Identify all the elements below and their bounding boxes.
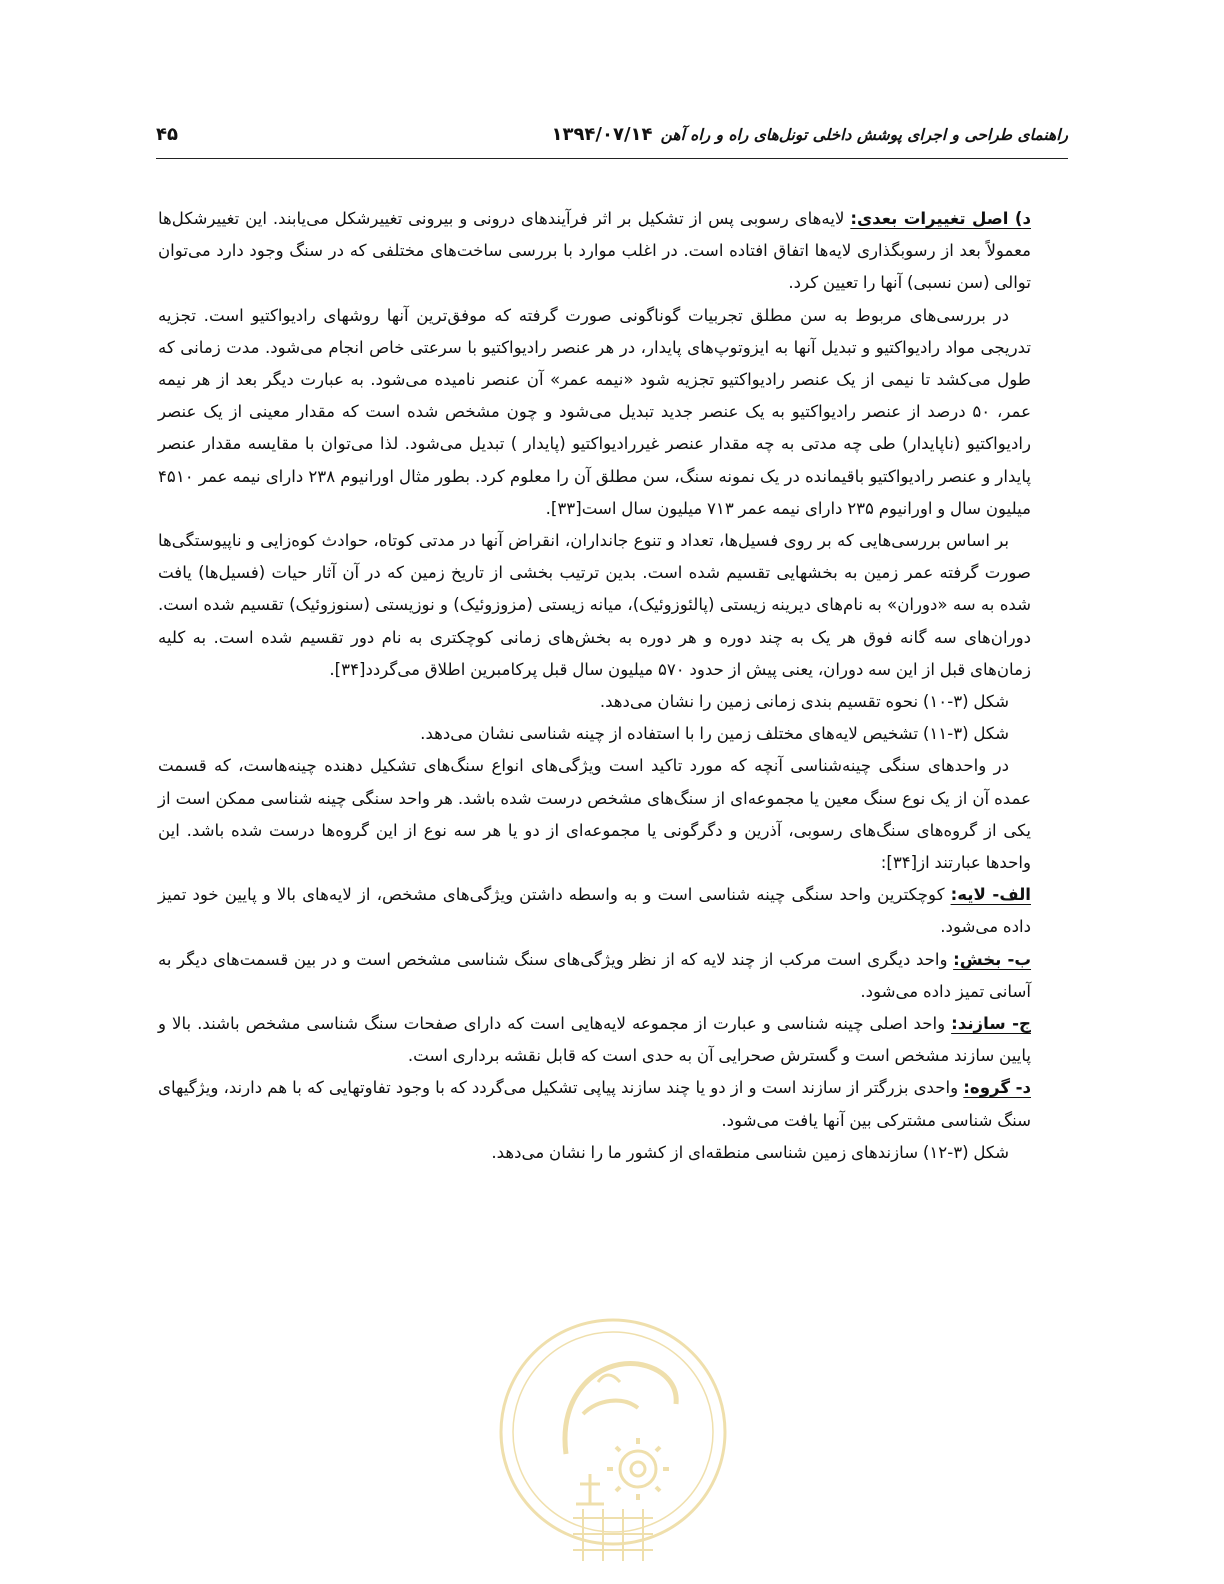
- page-number: ۴۵: [156, 124, 178, 145]
- item-heading: ج- سازند:: [951, 1014, 1031, 1034]
- header-divider: [156, 158, 1068, 159]
- body-text: [158, 203, 1031, 1169]
- paragraph-heading: د) اصل تغییرات بعدی:: [850, 209, 1031, 228]
- item-text: واحدی بزرگتر از سازند است و از دو یا چند سازند پیاپی تشکیل می‌گردد که با وجود تفاوتهایی که با هم دارند، ویژگیهای سنگ شناسی مشترکی بین آنها یافت می‌شود.: [158, 1078, 1031, 1130]
- paragraph-text: لایه‌های رسوبی پس از تشکیل بر اثر فرآیندهای درونی و بیرونی تغییرشکل می‌یابند. این تغییرشکل‌ها معمولاً بعد از رسوبگذاری لایه‌ها اتفاق افتاده است. در اغلب موارد با بررسی ساخت‌های مختلفی که در سنگ وجود دارد می‌توان توالی (سن نسبی) آنها را تعیین کرد.: [158, 209, 1031, 293]
- paragraph-subsequent-changes: [158, 203, 1031, 300]
- list-item-group: [158, 1072, 1031, 1136]
- list-item-formation: [158, 1008, 1031, 1072]
- page-header: [156, 118, 1068, 152]
- item-text: واحد دیگری است مرکب از چند لایه که از نظر ویژگی‌های سنگ شناسی مشخص است و در بین قسمت‌های دیگر به آسانی تمیز داده می‌شود.: [158, 949, 1031, 1001]
- institutional-seal-icon: [488, 1304, 738, 1584]
- list-item-member: [158, 944, 1031, 1008]
- figure-reference-3-12: شکل (۳-۱۲) سازندهای زمین شناسی منطقه‌ای از کشور ما را نشان می‌دهد.: [491, 1142, 1009, 1162]
- figure-reference-3-10: شکل (۳-۱۰) نحوه تقسیم بندی زمانی زمین را نشان می‌دهد.: [599, 692, 1009, 712]
- item-text: کوچکترین واحد سنگی چینه شناسی است و به واسطه داشتن ویژگی‌های مشخص، از لایه‌های بالا و پایین خود تمیز داده می‌شود.: [158, 885, 1031, 937]
- item-heading: ب- بخش:: [953, 949, 1032, 969]
- item-heading: د- گروه:: [963, 1078, 1031, 1098]
- list-item-layer: [158, 879, 1031, 943]
- figure-reference-3-11: شکل (۳-۱۱) تشخیص لایه‌های مختلف زمین را با استفاده از چینه شناسی نشان می‌دهد.: [420, 724, 1009, 744]
- item-heading: الف- لایه:: [950, 885, 1031, 905]
- header-title: راهنمای طراحی و اجرای پوشش داخلی تونل‌های راه و راه آهن: [660, 126, 1068, 144]
- paragraph-absolute-age: در بررسی‌های مربوط به سن مطلق تجربیات گوناگونی صورت گرفته که موفق‌ترین آنها روشهای رادیواکتیو است. تجزیه تدریجی مواد رادیواکتیو و تبدیل آنها به ایزوتوپ‌های پایدار، در هر عنصر رادیواکتیو با سرعتی خاص انجام می‌شود. مدت زمانی که طول می‌کشد تا نیمی از یک عنصر رادیواکتیو تجزیه شود «نیمه عمر» آن عنصر نامیده می‌شود. به عبارت دیگر بعد از هر نیمه عمر، ۵۰ درصد از عنصر رادیواکتیو به یک عنصر جدید تبدیل می‌شود و چون مشخص شده است که مقدار معینی از یک عنصر رادیواکتیو (ناپایدار) طی چه مدتی به چه مقدار عنصر غیررادیواکتیو (پایدار ) تبدیل می‌شود. لذا می‌توان با مقایسه مقدار عنصر پایدار و عنصر رادیواکتیو باقیمانده در یک نمونه سنگ، سن مطلق آن را معلوم کرد. بطور مثال اورانیوم ۲۳۸ دارای نیمه عمر ۴۵۱۰ میلیون سال و اورانیوم ۲۳۵ دارای نیمه عمر ۷۱۳ میلیون سال است[۳۳].: [158, 305, 1031, 518]
- paragraph-geologic-eras: بر اساس بررسی‌هایی که بر روی فسیل‌ها، تعداد و تنوع جانداران، انقراض آنها در مدتی کوتاه، حوادث کوه‌زایی و ناپیوستگی‌ها صورت گرفته عمر زمین به بخشهایی تقسیم شده است. بدین ترتیب بخشی از تاریخ زمین که در آن آثار حیات (فسیل‌ها) یافت شده به سه «دوران» به نام‌های دیرینه زیستی (پالئوزوئیک)، میانه زیستی (مزوزوئیک) و نوزیستی (سنوزوئیک) تقسیم شده است. دوران‌های سه گانه فوق هر یک به چند دوره و هر دوره به بخش‌های زمانی کوچکتری به نام دور تقسیم شده است. به کلیه زمان‌های قبل از این سه دوران، یعنی پیش از حدود ۵۷۰ میلیون سال قبل پرکامبرین اطلاق می‌گردد[۳۴].: [158, 531, 1031, 679]
- header-date: ۱۳۹۴/۰۷/۱۴: [551, 124, 653, 145]
- item-text: واحد اصلی چینه شناسی و عبارت از مجموعه لایه‌هایی است که دارای صفحات سنگ شناسی مشخص باشند. بالا و پایین سازند مشخص است و گسترش صحرایی آن به حدی است که قابل نقشه برداری است.: [158, 1014, 1031, 1066]
- paragraph-stratigraphic-units: در واحدهای سنگی چینه‌شناسی آنچه که مورد تاکید است ویژگی‌های انواع سنگ‌های تشکیل دهنده چینه‌هاست، که قسمت عمده آن از یک نوع سنگ معین یا مجموعه‌ای از سنگ‌های مشخص درست شده باشد. هر واحد سنگی چینه شناسی ممکن است از یکی از گروه‌های سنگ‌های رسوبی، آذرین و دگرگونی یا مجموعه‌ای از دو یا هر سه نوع از این گروه‌ها درست شده باشد. این واحدها عبارتند از[۳۴]:: [158, 756, 1031, 873]
